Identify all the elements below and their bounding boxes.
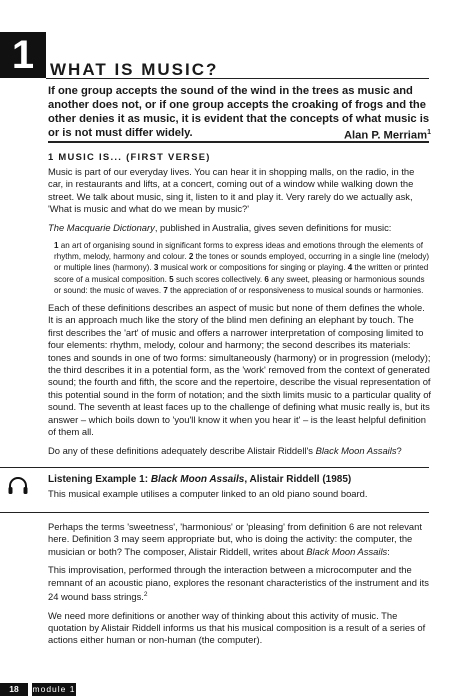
question-work-title: Black Moon Assails [315,444,397,456]
paragraph-question [48,445,431,457]
epigraph [48,84,431,143]
quote-footnote-mark: 2 [143,591,148,599]
paragraph-conclusion: We need more definitions or another way of thinking about this activity of music. The quotation by Alistair Riddell informs us that his musical composition is a result of a series of actions either human or non-human (the computer). [48,609,426,646]
question-end: ? [396,444,402,456]
question-text: Do any of these definitions adequately describe Alistair Riddell's [48,444,316,456]
listening-example-title [48,474,351,485]
definition-text: the appreciation of or responsiveness to musical sounds or harmonies. [170,285,424,295]
listening-work: Black Moon Assails [150,474,245,485]
definition-text: the written or printed score of a musical composition. [54,263,429,284]
epigraph-text: If one group accepts the sound of the wind in the trees as music and another does not, or if one group accepts the croaking of frogs and the other denies it as music, it is evident that the concepts of what music is or is not must differ widely. [48,85,430,139]
headphones-icon [6,474,30,498]
definition-number: 4 [347,263,355,273]
paragraph-analysis: Each of these definitions describes an aspect of music but none of them defines the whole. It is an approach much like the story of the blind men defining an elephant by touch. The first describes the 'art' of music and offers a narrower interpretation of composing limited to four elements: rhythm, melody, colour and harmony; the second describes its materials: tones and sounds in one of two forms: simultaneously (harmony) or in progression (melody); the third describes it in a potential form, as the 'work' removed from the context of generated sound; the fourth and fifth, the score and the repertoire, describe the visual representation of this potential sound in the form of notation; and the sixth limits music to a particular quality of sound. The seventh at least faces up to the challenge of defining what music really is, but its answer – which boils down to 'you'll know it when you hear it' – is the least helpful definition of them all. [48,302,432,438]
chapter-number: 1 [0,32,46,78]
definition-number: 6 [264,274,272,284]
section-heading: 1 MUSIC IS... (FIRST VERSE) [48,151,211,162]
definition-text: musical work or compositions for singing or playing. [160,263,348,273]
definition-text: any sweet, pleasing or harmonious sounds or sound: the music of waves. [54,274,425,295]
dictionary-text: , published in Australia, gives seven definitions for music: [154,221,392,233]
footnote-mark: 1 [427,129,431,136]
chapter-title: WHAT IS MUSIC? [50,60,219,79]
listening-description: This musical example utilises a computer linked to an old piano sound board. [48,488,368,499]
definition-number: 5 [169,274,176,284]
listening-composer: , Alistair Riddell (1985) [244,474,352,485]
definition-text: such scores collectively. [175,274,265,284]
definition-number: 7 [163,285,171,295]
definition-number: 1 [54,241,61,251]
paragraph-dictionary [48,222,431,234]
after-body [48,521,431,647]
definitions-list [48,240,431,296]
definition-number: 2 [188,252,196,262]
paragraph-perhaps [48,521,431,558]
module-label: module 1 [32,684,76,694]
perhaps-end: : [387,545,390,557]
definition-text: an art of organising sound in significant forms to express ideas and emotions through the elements of rhythm, melody, harmony and colour. [54,241,423,262]
dictionary-title: The Macquarie Dictionary [48,221,155,233]
definition-number: 3 [153,263,161,273]
paragraph-quote [48,564,431,603]
perhaps-text: Perhaps the terms 'sweetness', 'harmonious' or 'pleasing' from definition 6 are not relevant here. Definition 3 may seem appropriate but, who is doing the activity: the computer, the musician or both? The composer, Alistair Riddell, writes about [48,521,422,557]
epigraph-rule [48,141,429,143]
section-body [48,166,431,457]
quote-text: This improvisation, performed through the interaction between a microcomputer and the remnant of an acoustic piano, explores the resonant characteristics of the instrument and its 24 wound bass strings. [48,564,429,603]
attribution-name: Alan P. Merriam [343,129,428,142]
title-rule [46,78,429,79]
listening-rule-top [0,467,429,468]
listening-label: Listening Example 1: [48,474,151,485]
perhaps-work-title: Black Moon Assails [306,545,388,557]
paragraph-intro: Music is part of our everyday lives. You can hear it in shopping malls, on the radio, in the car, in restaurants and lifts, at a concert, coming out of a window while walking down the street. We talk about music, sing it, listen to it and play it. Very rarely do we actually ask, 'What is music and what do we mean by music?' [48,166,415,215]
listening-rule-bottom [0,512,429,513]
definition-text: the tones or sounds employed, occurring in a single line (melody) or multiple lines (harmony). [54,252,430,273]
page-number: 18 [0,683,28,696]
